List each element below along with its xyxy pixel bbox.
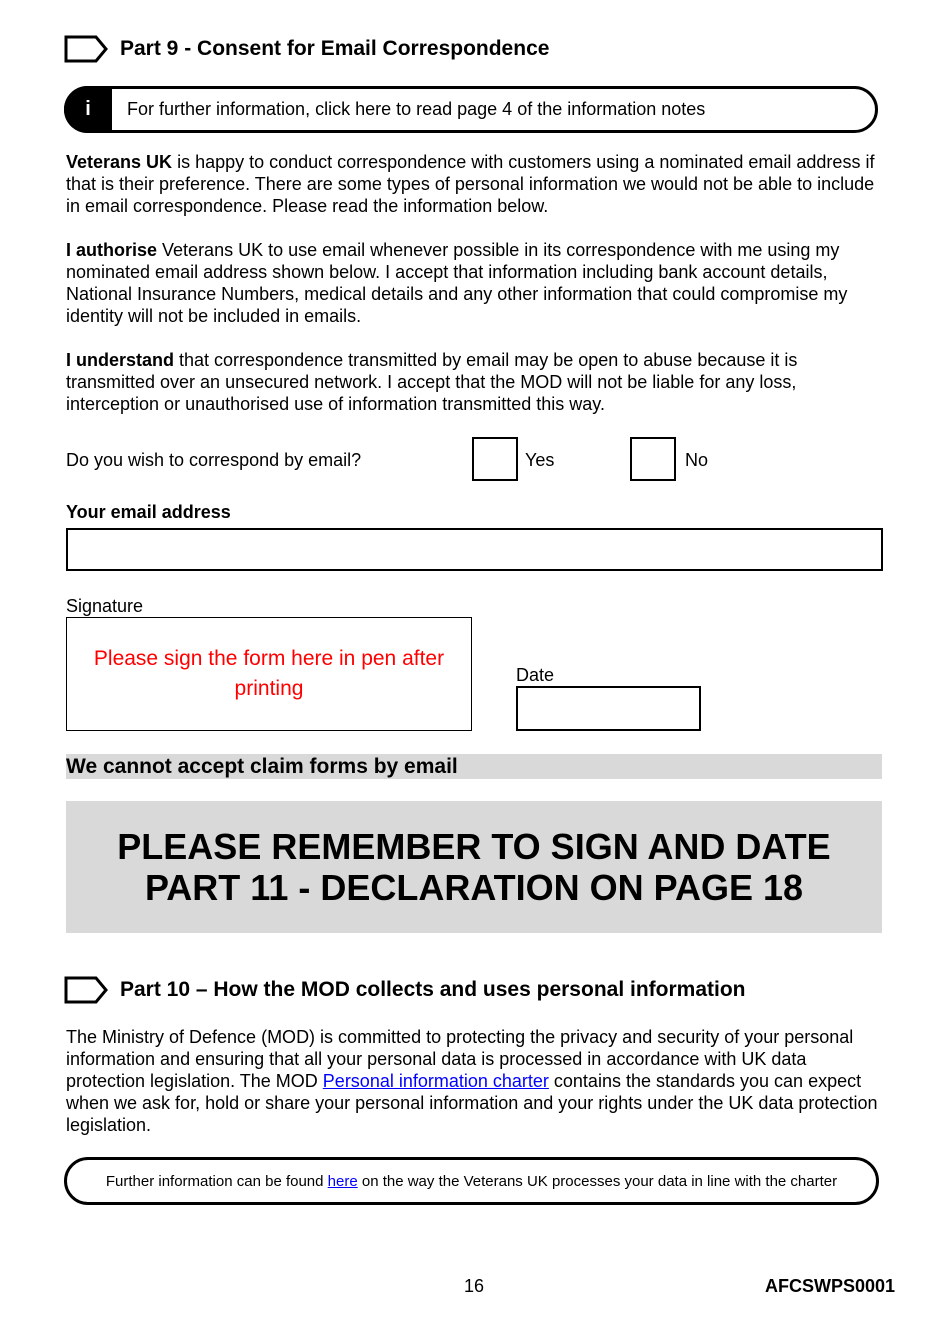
email-address-label: Your email address xyxy=(66,502,231,522)
reminder-line-1: PLEASE REMEMBER TO SIGN AND DATE xyxy=(117,826,831,867)
info-notes-link[interactable] xyxy=(64,86,878,133)
signature-box[interactable] xyxy=(66,617,472,731)
intro-bold: Veterans UK xyxy=(66,152,173,172)
signature-label: Signature xyxy=(66,596,144,616)
mod-privacy-text-end: contains the standards you can expect when we ask for, hold or share your personal information and your rights under the UK data protection legislation. xyxy=(66,1071,878,1135)
intro-text: is happy to conduct correspondence with customers using a nominated email address if that is their preference. There are some types of personal information we would not be able to include in email correspondence. Please read the information below. xyxy=(66,152,875,216)
part9-heading xyxy=(64,35,549,63)
email-address-field[interactable] xyxy=(66,528,883,571)
further-information-box xyxy=(64,1157,879,1205)
email-question: Do you wish to correspond by email? xyxy=(66,450,362,470)
form-code: AFCSWPS0001 xyxy=(764,1276,895,1296)
further-text-start: Further information can be found xyxy=(105,1172,328,1190)
part10-title: Part 10 – How the MOD collects and uses personal information xyxy=(120,978,746,1001)
no-email-claims-notice: We cannot accept claim forms by email xyxy=(66,754,882,779)
further-information-text xyxy=(106,1173,837,1190)
part10-heading xyxy=(64,976,745,1004)
personal-information-charter-link[interactable]: Personal information charter xyxy=(322,1071,549,1091)
intro-paragraph xyxy=(66,151,886,217)
further-text-end: on the way the Veterans UK processes your data in line with the charter xyxy=(357,1172,838,1190)
reminder-line-2: PART 11 - DECLARATION ON PAGE 18 xyxy=(144,867,804,908)
part9-title: Part 9 - Consent for Email Correspondence xyxy=(120,37,550,60)
mod-privacy-text: The Ministry of Defence (MOD) is committed to protecting the privacy and security of your personal information and ensuring that all your personal data is processed in accordance with UK data protection legislation. The MOD xyxy=(66,1027,854,1091)
date-field[interactable] xyxy=(516,686,701,731)
section-tag-icon xyxy=(64,35,108,63)
info-notes-text: For further information, click here to read page 4 of the information notes xyxy=(127,99,706,119)
sign-date-reminder xyxy=(66,801,882,933)
understand-paragraph xyxy=(66,349,886,415)
authorise-bold: I authorise xyxy=(66,240,158,260)
signature-instruction: Please sign the form here in pen after printing xyxy=(93,647,445,700)
no-label: No xyxy=(685,450,709,470)
understand-bold: I understand xyxy=(66,350,175,370)
mod-privacy-paragraph xyxy=(66,1026,886,1136)
section-tag-icon xyxy=(64,976,108,1004)
no-checkbox[interactable] xyxy=(630,437,676,481)
authorise-text: Veterans UK to use email whenever possible in its correspondence with me using my nominated email address shown below. I accept that information including bank account details, National Insurance Numbers, medical details and any other information that could compromise my identity will not be included in emails. xyxy=(66,240,848,326)
yes-checkbox[interactable] xyxy=(472,437,518,481)
authorise-paragraph xyxy=(66,239,886,327)
info-icon: i xyxy=(64,86,112,133)
page-number: 16 xyxy=(464,1276,485,1296)
yes-label: Yes xyxy=(525,450,555,470)
date-label: Date xyxy=(516,665,555,685)
further-information-here-link[interactable]: here xyxy=(327,1172,358,1190)
understand-text: that correspondence transmitted by email may be open to abuse because it is transmitted over an unsecured network. I accept that the MOD will not be liable for any loss, interception or unauthorised use of information transmitted this way. xyxy=(66,350,798,414)
